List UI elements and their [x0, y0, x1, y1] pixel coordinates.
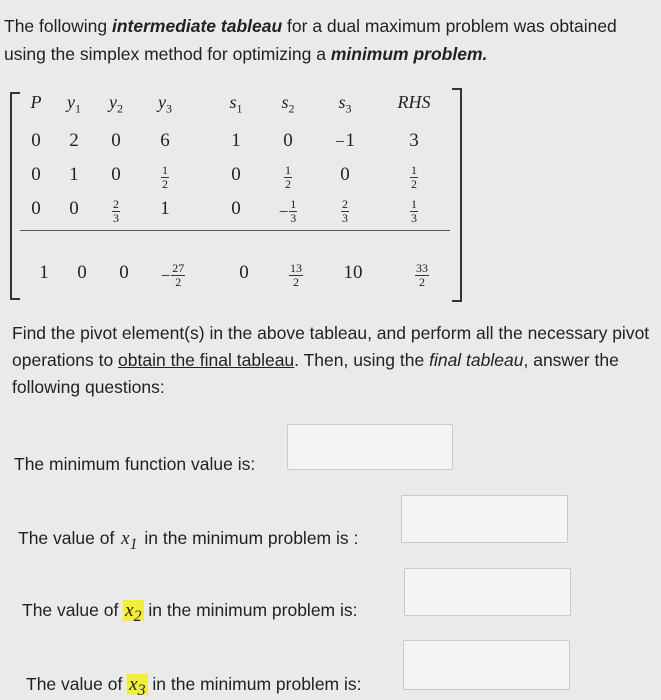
tableau-cell: [268, 198, 308, 225]
number: 0: [31, 198, 41, 219]
fraction: [410, 164, 418, 191]
fraction: [112, 198, 120, 225]
tableau-cell: [268, 164, 308, 191]
var-x3-sub: 3: [137, 681, 146, 699]
number: 0: [31, 130, 41, 151]
tableau-header-y2: [96, 92, 136, 117]
denominator: 3: [342, 211, 348, 225]
number: 0: [119, 262, 129, 283]
question-label: The value of: [26, 674, 128, 694]
fraction: [161, 164, 169, 191]
tableau-header-s1: [216, 92, 256, 117]
numerator: 1: [411, 197, 417, 211]
numerator: 27: [172, 261, 185, 275]
tableau-cell: [325, 164, 365, 186]
denominator: 2: [293, 275, 299, 289]
x2-input[interactable]: [404, 568, 571, 616]
tableau-cell: [216, 198, 256, 220]
question-x2: [22, 600, 358, 626]
tableau-cell: [216, 130, 256, 152]
question-label: in the minimum problem is :: [139, 528, 359, 548]
question-label: in the minimum problem is:: [143, 600, 358, 620]
numerator: 13: [290, 261, 302, 275]
tableau-header-p: P: [30, 92, 42, 112]
tableau-cell: [394, 164, 434, 191]
tableau-cell: [394, 130, 434, 152]
number: 0: [111, 164, 121, 185]
intro-text: The following: [4, 16, 112, 36]
tableau-header-rhs: RHS: [397, 92, 431, 112]
intro-text: for a dual maximum problem was obtained using the simplex method for optimizing a: [4, 16, 617, 64]
minus-sign: −: [334, 131, 345, 151]
number: 0: [231, 164, 241, 185]
header-letter: y: [158, 92, 166, 112]
fraction: [341, 198, 349, 225]
number: 0: [283, 130, 293, 151]
intro-emphasis: intermediate tableau: [111, 16, 283, 36]
question-x3: [26, 674, 362, 700]
number: 1: [69, 164, 79, 185]
tableau-cell: [96, 164, 136, 186]
number: 3: [409, 130, 419, 151]
denominator: 3: [411, 211, 417, 225]
numerator: 1: [290, 197, 297, 211]
tableau-cell: [325, 130, 365, 152]
tableau-cell: [104, 262, 144, 284]
number: 0: [231, 198, 241, 219]
x3-input[interactable]: [403, 640, 570, 690]
header-letter: s: [281, 92, 289, 112]
header-subscript: 2: [288, 101, 295, 116]
fraction: [289, 198, 297, 225]
fraction: [410, 198, 418, 225]
tableau-cell: [268, 130, 308, 152]
minus-sign: −: [160, 265, 171, 285]
tableau-header-y3: [145, 92, 185, 117]
var-x3-letter: x: [129, 674, 138, 695]
denominator: 2: [175, 275, 182, 289]
x1-input[interactable]: [401, 495, 568, 543]
fraction: [289, 262, 303, 289]
header-letter: s: [229, 92, 237, 112]
numerator: 2: [113, 197, 119, 211]
question-label: The value of: [22, 600, 124, 620]
bracket-left: [10, 92, 20, 292]
tableau-cell: [16, 198, 56, 220]
number: 10: [343, 262, 363, 283]
tableau-cell: [62, 262, 102, 284]
number: 1: [160, 198, 170, 219]
denominator: 3: [113, 211, 119, 225]
minus-sign: −: [278, 201, 289, 221]
fraction: [171, 262, 185, 289]
var-x1-letter: x: [121, 528, 130, 549]
instructions-text: . Then, using the: [294, 350, 430, 370]
number: 0: [69, 198, 79, 219]
tableau-cell: [54, 130, 94, 152]
number: 0: [239, 262, 249, 283]
tableau-cell: [333, 262, 373, 284]
number: 0: [77, 262, 87, 283]
numerator: 1: [411, 163, 417, 177]
number: 0: [31, 164, 41, 185]
number: 6: [160, 130, 170, 151]
tableau-cell: [54, 164, 94, 186]
tableau-cell: [24, 262, 64, 284]
simplex-tableau: [0, 84, 470, 306]
var-x2: [123, 600, 143, 625]
min-value-input[interactable]: [287, 424, 453, 470]
question-label: The value of: [18, 528, 120, 548]
number: 2: [69, 130, 79, 151]
question-label: in the minimum problem is:: [147, 674, 362, 694]
instructions-underline: obtain the final tableau: [118, 350, 295, 370]
var-x1: [119, 528, 139, 553]
tableau-cell: [276, 262, 316, 289]
denominator: 3: [290, 211, 297, 225]
header-subscript: 1: [75, 101, 81, 116]
header-subscript: 3: [345, 101, 352, 116]
question-label: The minimum function value is:: [14, 454, 256, 474]
question-x1: [18, 528, 358, 554]
numerator: 33: [416, 261, 428, 275]
header-letter: s: [338, 92, 346, 112]
problem-intro: [4, 12, 654, 68]
intro-emphasis: minimum problem.: [330, 44, 488, 64]
tableau-cell: [216, 164, 256, 186]
instructions-italic: final tableau: [429, 350, 524, 370]
number: 0: [340, 164, 350, 185]
instructions: [12, 320, 657, 401]
header-letter: y: [109, 92, 117, 112]
denominator: 2: [411, 177, 417, 191]
instructions-text: Find the pivot element(s) in the above tableau, and perform all the necessary pivot operations to: [12, 323, 650, 370]
denominator: 2: [162, 177, 168, 191]
tableau-separator: [20, 230, 450, 231]
number: 1: [39, 262, 49, 283]
var-x2-letter: x: [125, 600, 134, 621]
question-min-value: [14, 454, 255, 475]
tableau-cell: [16, 130, 56, 152]
bracket-right: [452, 88, 462, 302]
var-x1-sub: 1: [129, 535, 138, 553]
var-x2-sub: 2: [133, 607, 142, 625]
tableau-cell: [16, 164, 56, 186]
instructions-text: , answer the following questions:: [12, 350, 619, 397]
numerator: 2: [342, 197, 348, 211]
denominator: 2: [419, 275, 425, 289]
header-letter: y: [67, 92, 75, 112]
tableau-cell: [96, 130, 136, 152]
numerator: 1: [285, 163, 291, 177]
tableau-cell: [145, 130, 185, 152]
tableau-cell: [394, 198, 434, 225]
header-subscript: 1: [236, 101, 243, 116]
fraction: [415, 262, 429, 289]
fraction: [284, 164, 292, 191]
bracket-left-bottom: [10, 290, 20, 300]
tableau-header-s3: [325, 92, 365, 117]
tableau-cell: [325, 198, 365, 225]
header-subscript: 2: [117, 101, 123, 116]
tableau-cell: [96, 198, 136, 225]
denominator: 2: [285, 177, 291, 191]
header-subscript: 3: [166, 101, 172, 116]
tableau-header-s2: [268, 92, 308, 117]
var-x3: [127, 674, 147, 699]
number: 0: [111, 130, 121, 151]
number: 1: [231, 130, 241, 151]
tableau-cell: [224, 262, 264, 284]
tableau-cell: [145, 198, 185, 220]
tableau-cell: [402, 262, 442, 289]
number: 1: [345, 130, 356, 151]
tableau-header-y1: [54, 92, 94, 117]
tableau-cell: [54, 198, 94, 220]
tableau-cell: [153, 262, 193, 289]
numerator: 1: [162, 163, 168, 177]
tableau-cell: [145, 164, 185, 191]
